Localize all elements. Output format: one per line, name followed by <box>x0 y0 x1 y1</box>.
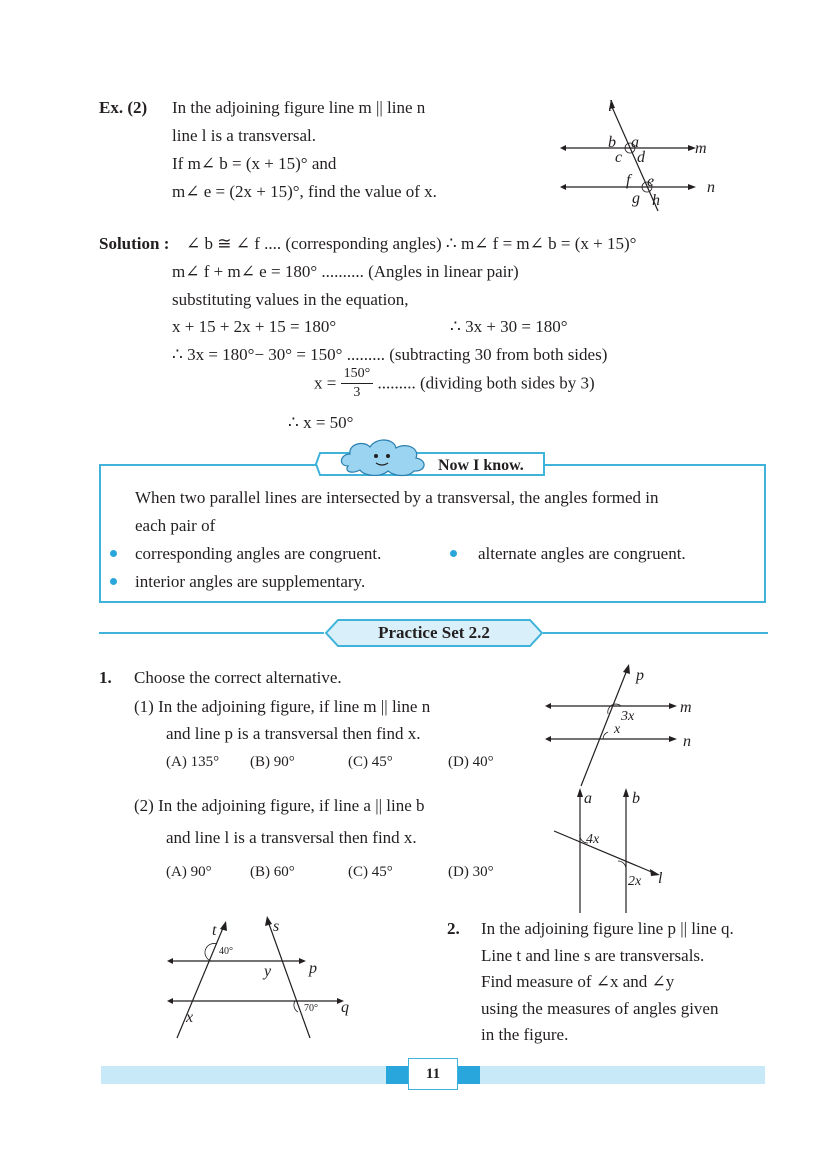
page-number: 11 <box>408 1058 458 1090</box>
q1-sub2-label-l: l <box>658 870 663 887</box>
practice-set-title: Practice Set 2.2 <box>378 623 490 642</box>
solution-line-6-rhs: ......... (dividing both sides by 3) <box>377 373 595 393</box>
example-label: Ex. (2) <box>99 98 148 117</box>
q2-line-4: using the measures of angles given <box>481 999 719 1018</box>
q1-sub2-angle-2x: 2x <box>628 874 642 889</box>
solution-line-4a: x + 15 + 2x + 15 = 180° <box>172 317 337 336</box>
solution-line-6-lhs: x = <box>314 373 337 393</box>
q2-number: 2. <box>447 919 460 938</box>
q1-sub2-option-a: (A) 90° <box>166 864 212 880</box>
now-i-know-bullet-2: alternate angles are congruent. <box>478 544 686 563</box>
figure-label-b: b <box>608 134 616 151</box>
q1-sub2-angle-4x: 4x <box>586 832 600 847</box>
figure-label-d: d <box>637 149 645 166</box>
figure-label-l: l <box>608 98 613 115</box>
q2-line-2: Line t and line s are transversals. <box>481 946 705 965</box>
example-line-4: m∠ e = (2x + 15)°, find the value of x. <box>172 182 437 201</box>
q1-sub2-label-b: b <box>632 790 640 807</box>
solution-line-7: ∴ x = 50° <box>288 413 354 432</box>
q2-angle-y: y <box>264 963 272 980</box>
fraction <box>341 365 374 402</box>
q1-sub2-label-a: a <box>584 790 592 807</box>
q1-sub2-line-1: (2) In the adjoining figure, if line a || line b <box>134 796 425 815</box>
cloud-mascot-icon <box>338 436 430 476</box>
q1-sub2-option-d: (D) 30° <box>448 864 494 880</box>
q2-line-1: In the adjoining figure line p || line q. <box>481 919 734 938</box>
figure-label-n: n <box>707 179 715 196</box>
solution-line-6 <box>314 365 595 402</box>
solution-line-4b: ∴ 3x + 30 = 180° <box>450 317 568 336</box>
example-line-2: line l is a transversal. <box>172 126 316 145</box>
bullet-icon <box>110 578 117 585</box>
q1-sub1-label-n: n <box>683 733 691 750</box>
now-i-know-text-2: each pair of <box>135 516 216 535</box>
q2-line-3: Find measure of ∠x and ∠y <box>481 972 675 991</box>
q1-sub2-figure <box>550 785 680 915</box>
q2-angle-x: x <box>186 1009 194 1026</box>
q1-sub1-angle-x: x <box>614 722 621 737</box>
figure-label-c: c <box>615 149 623 166</box>
now-i-know-bullet-3: interior angles are supplementary. <box>135 572 366 591</box>
q1-sub2-option-c: (C) 45° <box>348 864 393 880</box>
q1-sub1-option-b: (B) 90° <box>250 754 295 770</box>
example-line-1: In the adjoining figure line m || line n <box>172 98 426 117</box>
q1-sub1-label-m: m <box>680 699 692 716</box>
q2-label-s: s <box>273 918 280 935</box>
example-line-3: If m∠ b = (x + 15)° and <box>172 154 337 173</box>
q2-angle-70: 70° <box>304 1003 318 1014</box>
q1-sub1-line-1: (1) In the adjoining figure, if line m || line n <box>134 697 431 716</box>
practice-set-rule-left <box>99 632 324 634</box>
bullet-icon <box>110 550 117 557</box>
q2-label-q: q <box>341 999 349 1016</box>
practice-set-rule-right <box>543 632 768 634</box>
now-i-know-text-1: When two parallel lines are intersected by a transversal, the angles formed in <box>135 488 659 507</box>
figure-label-m: m <box>695 140 707 157</box>
fraction-denominator: 3 <box>353 385 361 400</box>
figure-label-f: f <box>626 172 631 189</box>
q1-sub2-line-2: and line l is a transversal then find x. <box>166 828 417 847</box>
figure-label-g: g <box>632 190 640 207</box>
solution-line-3: substituting values in the equation, <box>172 290 409 309</box>
q2-line-5: in the figure. <box>481 1025 569 1044</box>
solution-line-1: ∠ b ≅ ∠ f .... (corresponding angles) ∴ m∠ f = m∠ b = (x + 15)° <box>186 234 637 253</box>
q1-sub1-option-a: (A) 135° <box>166 754 220 770</box>
q2-angle-40: 40° <box>219 946 233 957</box>
bullet-icon <box>450 550 457 557</box>
q1-sub2-option-b: (B) 60° <box>250 864 295 880</box>
solution-line-5: ∴ 3x = 180°− 30° = 150° ......... (subtracting 30 from both sides) <box>172 345 608 364</box>
q2-label-p: p <box>309 960 317 977</box>
fraction-numerator: 150° <box>341 365 374 384</box>
q1-prompt: Choose the correct alternative. <box>134 668 342 687</box>
q1-sub1-option-d: (D) 40° <box>448 754 494 770</box>
q1-sub1-option-c: (C) 45° <box>348 754 393 770</box>
figure-label-a: a <box>631 134 639 151</box>
q1-sub1-line-2: and line p is a transversal then find x. <box>166 724 421 743</box>
now-i-know-bullet-1: corresponding angles are congruent. <box>135 544 382 563</box>
solution-label: Solution : <box>99 234 170 253</box>
q1-number: 1. <box>99 668 112 687</box>
q1-sub1-angle-3x: 3x <box>621 709 635 724</box>
q1-sub1-label-p: p <box>636 667 644 684</box>
now-i-know-title: Now I know. <box>438 457 524 474</box>
solution-line-2: m∠ f + m∠ e = 180° .......... (Angles in linear pair) <box>172 262 519 281</box>
q2-label-t: t <box>212 922 217 939</box>
figure-label-h: h <box>652 192 660 209</box>
figure-label-e: e <box>647 173 655 190</box>
